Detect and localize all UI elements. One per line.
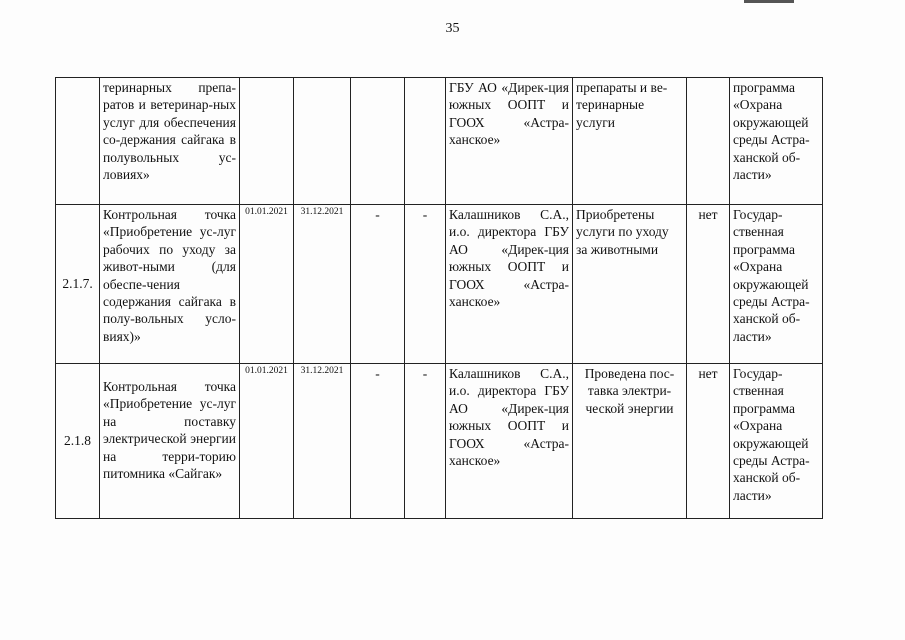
col6-cell (405, 78, 446, 205)
start-date (240, 78, 294, 205)
program-cell: программа «Охрана окружающей среды Астра-ханской об-ласти» (730, 78, 823, 205)
result-cell: Проведена пос-тавка электри-ческой энергии (573, 364, 687, 519)
end-date: 31.12.2021 (294, 205, 351, 364)
page-number: 35 (445, 21, 460, 36)
flag-cell (687, 78, 730, 205)
end-date (294, 78, 351, 205)
start-date: 01.01.2021 (240, 205, 294, 364)
table-row (56, 205, 823, 364)
end-date: 31.12.2021 (294, 364, 351, 519)
program-cell: Государ-ственная программа «Охрана окружающей среды Астра-ханской об-ласти» (730, 364, 823, 519)
col5-cell: - (351, 364, 405, 519)
table-row (56, 78, 823, 205)
scan-corner-mark (744, 0, 794, 3)
responsible-cell: Калашников С.А., и.о. директора ГБУ АО «Дирек-ция южных ООПТ и ГООХ «Астра-ханское» (446, 205, 573, 364)
program-cell: Государ-ственная программа «Охрана окружающей среды Астра-ханской об-ласти» (730, 205, 823, 364)
col6-cell: - (405, 205, 446, 364)
col5-cell: - (351, 205, 405, 364)
col6-cell: - (405, 364, 446, 519)
flag-cell: нет (687, 364, 730, 519)
responsible-cell: Калашников С.А., и.о. директора ГБУ АО «Дирек-ция южных ООПТ и ГООХ «Астра-ханское» (446, 364, 573, 519)
event-description: Контрольная точка «Приобретение ус-луг на поставку электрической энергии на терри-торию питомника «Сайгак» (100, 364, 240, 519)
row-number (56, 78, 100, 205)
event-description: теринарных препа-ратов и ветеринар-ных услуг для обеспечения со-держания сайгака в полувольных ус-ловиях» (100, 78, 240, 205)
start-date: 01.01.2021 (240, 364, 294, 519)
table-row (56, 364, 823, 519)
flag-cell: нет (687, 205, 730, 364)
event-description: Контрольная точка «Приобретение ус-луг рабочих по уходу за живот-ными (для обеспе-чения содержания сайгака в полу-вольных усло-виях)» (100, 205, 240, 364)
row-number: 2.1.8 (56, 364, 100, 519)
responsible-cell: ГБУ АО «Дирек-ция южных ООПТ и ГООХ «Астра-ханское» (446, 78, 573, 205)
col5-cell (351, 78, 405, 205)
row-number: 2.1.7. (56, 205, 100, 364)
result-cell: препараты и ве-теринарные услуги (573, 78, 687, 205)
result-cell: Приобретены услуги по уходу за животными (573, 205, 687, 364)
plan-table (55, 77, 823, 519)
